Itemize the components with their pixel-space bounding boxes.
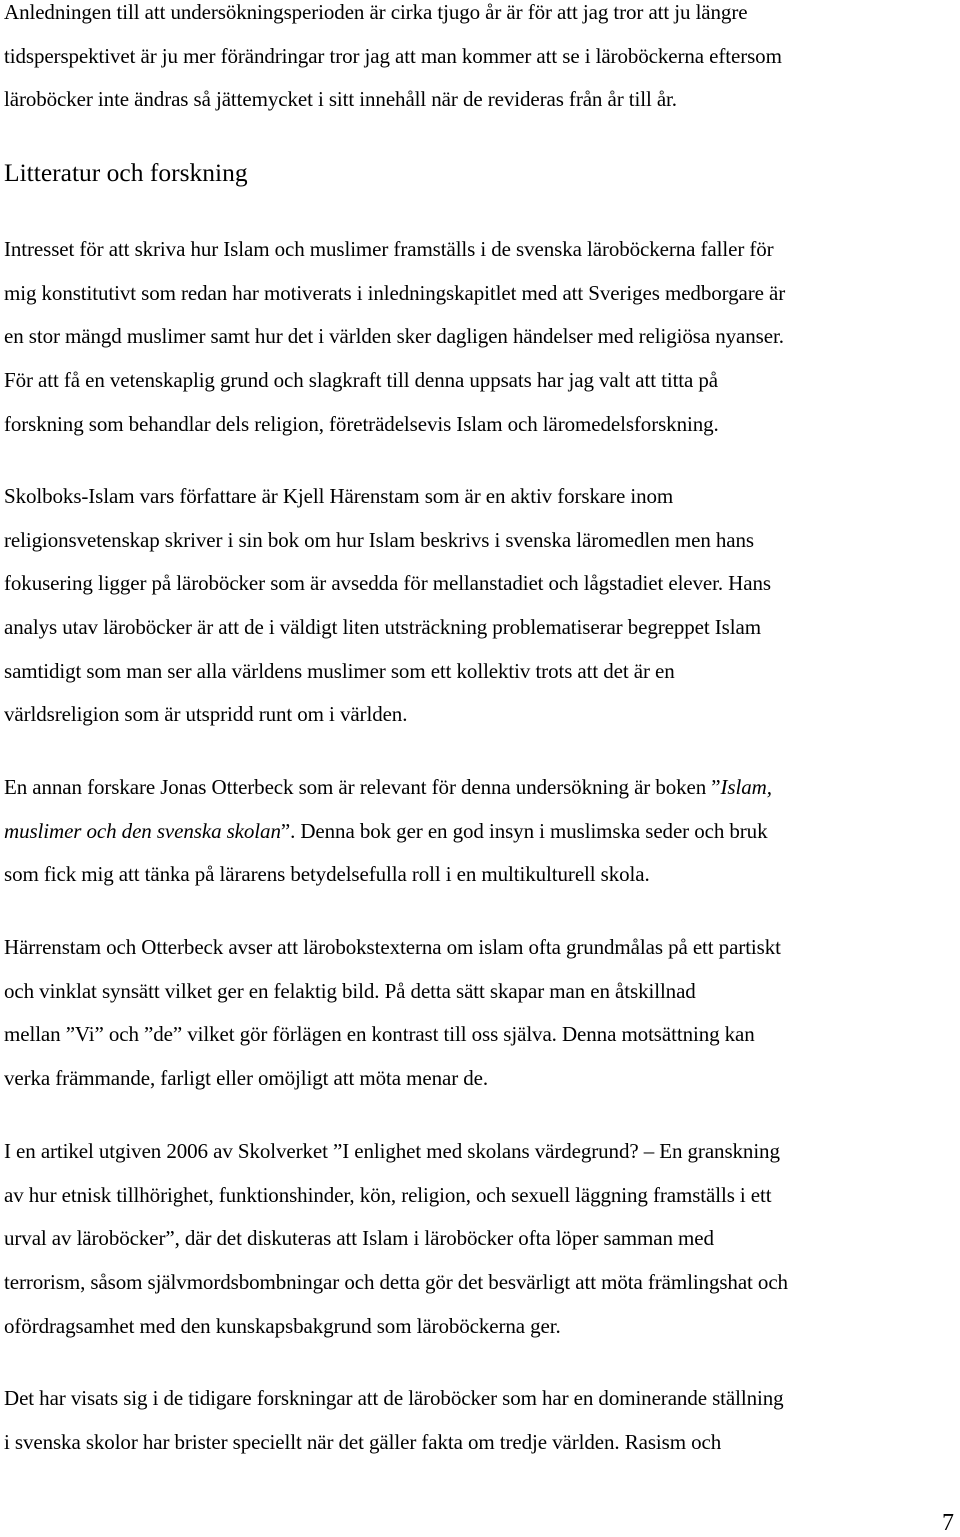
book-title-part: muslimer och den svenska skolan xyxy=(4,818,281,843)
paragraph-harrenstam-otterbeck xyxy=(4,926,958,1101)
text-line: För att få en vetenskaplig grund och slagkraft till denna uppsats har jag valt att titta på xyxy=(4,368,719,393)
text-line: världsreligion som är utspridd runt om i världen. xyxy=(4,702,408,727)
text-line xyxy=(4,810,958,854)
paragraph-skolboks-islam xyxy=(4,475,958,737)
text-line: en stor mängd muslimer samt hur det i världen sker dagligen händelser med religiösa nyanser. xyxy=(4,324,784,349)
text-line: i svenska skolor har brister speciellt när det gäller fakta om tredje världen. Rasism och xyxy=(4,1429,722,1454)
paragraph-interest xyxy=(4,228,958,446)
paragraph-skolverket xyxy=(4,1130,958,1348)
text-run: ”. Denna bok ger en god insyn i muslimska seder och bruk xyxy=(280,818,768,843)
text-line: mellan ”Vi” och ”de” vilket gör förlägen en kontrast till oss själva. Denna motsättning kan xyxy=(4,1022,755,1047)
page-number: 7 xyxy=(942,1510,954,1536)
text-run: En annan forskare Jonas Otterbeck som är relevant för denna undersökning är boken ” xyxy=(4,775,721,799)
text-line: Skolboks-Islam vars författare är Kjell Härenstam som är en aktiv forskare inom xyxy=(4,484,674,508)
text-line: fokusering ligger på läroböcker som är avsedda för mellanstadiet och lågstadiet elever. Hans xyxy=(4,571,771,596)
text-line: ofördragsamhet med den kunskapsbakgrund som läroböckerna ger. xyxy=(4,1313,561,1338)
text-line: och vinklat synsätt vilket ger en felaktig bild. På detta sätt skapar man en åtskillnad xyxy=(4,978,696,1003)
text-line: av hur etnisk tillhörighet, funktionshinder, kön, religion, och sexuell läggning framställs i ett xyxy=(4,1182,772,1207)
text-line: terrorism, såsom självmordsbombningar och detta gör det besvärligt att möta främlingshat och xyxy=(4,1270,788,1295)
text-line: forskning som behandlar dels religion, företrädelsevis Islam och läromedelsforskning. xyxy=(4,411,719,436)
paragraph-otterbeck xyxy=(4,766,958,897)
intro-paragraph xyxy=(4,0,958,122)
text-line: Intresset för att skriva hur Islam och muslimer framställs i de svenska läroböckerna faller för xyxy=(4,237,774,261)
book-title-part: Islam, xyxy=(720,775,772,799)
section-heading: Litteratur och forskning xyxy=(4,158,248,187)
text-line: religionsvetenskap skriver i sin bok om hur Islam beskrivs i svenska läromedlen men hans xyxy=(4,527,754,552)
text-line: mig konstitutivt som redan har motiverats i inledningskapitlet med att Sveriges medborgare är xyxy=(4,280,786,305)
text-line xyxy=(4,766,958,810)
text-line: Anledningen till att undersökningsperioden är cirka tjugo år är för att jag tror att ju längre xyxy=(4,0,748,24)
text-line: Det har visats sig i de tidigare forskningar att de läroböcker som har en dominerande ställning xyxy=(4,1386,784,1410)
text-line: läroböcker inte ändras så jättemycket i sitt innehåll när de revideras från år till år. xyxy=(4,87,677,112)
text-line: samtidigt som man ser alla världens muslimer som ett kollektiv trots att det är en xyxy=(4,658,675,683)
text-line: I en artikel utgiven 2006 av Skolverket ”I enlighet med skolans värdegrund? – En granskning xyxy=(4,1139,780,1163)
text-line: analys utav läroböcker är att de i väldigt liten utsträckning problematiserar begreppet Islam xyxy=(4,615,761,640)
text-line: Härrenstam och Otterbeck avser att lärobokstexterna om islam ofta grundmålas på ett partiskt xyxy=(4,935,781,959)
paragraph-previous-research xyxy=(4,1377,958,1464)
text-line: urval av läroböcker”, där det diskuteras att Islam i läroböcker ofta löper samman med xyxy=(4,1226,714,1251)
text-line: verka främmande, farligt eller omöjligt att möta menar de. xyxy=(4,1066,489,1091)
text-line: tidsperspektivet är ju mer förändringar tror jag att man kommer att se i läroböckerna eftersom xyxy=(4,43,782,68)
text-line: som fick mig att tänka på lärarens betydelsefulla roll i en multikulturell skola. xyxy=(4,862,650,887)
